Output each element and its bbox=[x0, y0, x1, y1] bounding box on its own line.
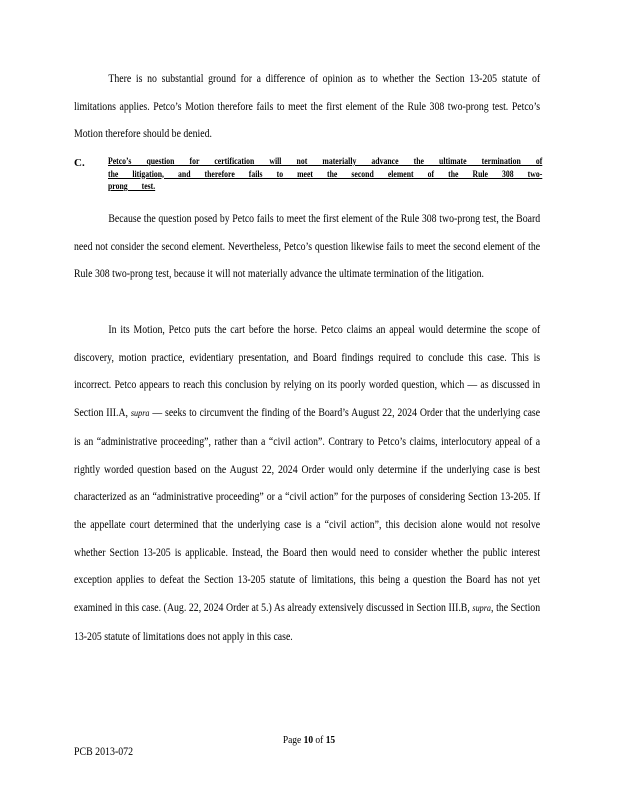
paragraph-text: , the Section 13-205 statute of limitations does not apply in this case. bbox=[74, 602, 541, 643]
total-pages: 15 bbox=[325, 734, 336, 746]
case-number: PCB 2013-072 bbox=[74, 746, 134, 758]
section-letter: C. bbox=[74, 157, 85, 169]
paragraph-cart-before-horse bbox=[74, 317, 540, 651]
paragraph-text: There is no substantial ground for a difference of opinion as to whether the Section 13-205 statute of limitations applies. Petco’s Motion therefore fails to meet the first element of the Rule 308 two-prong test. Petco’s Motion therefore should be denied. bbox=[74, 73, 541, 141]
supra-citation: supra bbox=[130, 409, 150, 420]
paragraph-text: — seeks to circumvent the finding of the Board’s August 22, 2024 Order that the underlying case is an “administrative proceeding”, rather than a “civil action”. Contrary to Petco’s claims, interlocutory appeal of a rightly worded question based on the August 22, 2024 Order would only determine if the underlying case is best characterized as an “administrative proceeding” or a “civil action” for the purposes of considering Section 13-205. If the appellate court determined that the underlying case is a “civil action”, this decision alone would not resolve whether Section 13-205 is applicable. Instead, the Board then would need to consider whether the public interest exception applies to defeat the Section 13-205 statute of limitations, this being a question the Board has not yet examined in this case. (Aug. 22, 2024 Order at 5.) As already extensively discussed in Section III.B, bbox=[74, 407, 541, 615]
current-page: 10 bbox=[303, 734, 314, 746]
section-heading: Petco’s question for certification will not materially advance the ultimate termination of the litigation, and therefore fails to meet the second element of the Rule 308 two-prong test. bbox=[108, 156, 543, 191]
paragraph-text: Because the question posed by Petco fails to meet the first element of the Rule 308 two-prong test, the Board need not consider the second element. Nevertheless, Petco’s question likewise fails to meet the second element of the Rule 308 two-prong test, because it will not materially advance the ultimate termination of the litigation. bbox=[74, 213, 541, 281]
paragraph-text: In its Motion, Petco puts the cart before the horse. Petco claims an appeal would determine the scope of discovery, motion practice, evidentiary presentation, and Board findings required to conclude this case. This is incorrect. Petco appears to reach this conclusion by relying on its poorly worded question, which — as discussed in Section III.A, bbox=[74, 324, 541, 420]
page-number bbox=[43, 734, 574, 746]
paragraph-first-element-conclusion bbox=[74, 66, 540, 149]
paragraph-second-element bbox=[74, 206, 540, 289]
supra-citation: supra bbox=[472, 604, 492, 615]
page-of: of bbox=[315, 734, 324, 746]
page-label: Page bbox=[282, 734, 302, 746]
